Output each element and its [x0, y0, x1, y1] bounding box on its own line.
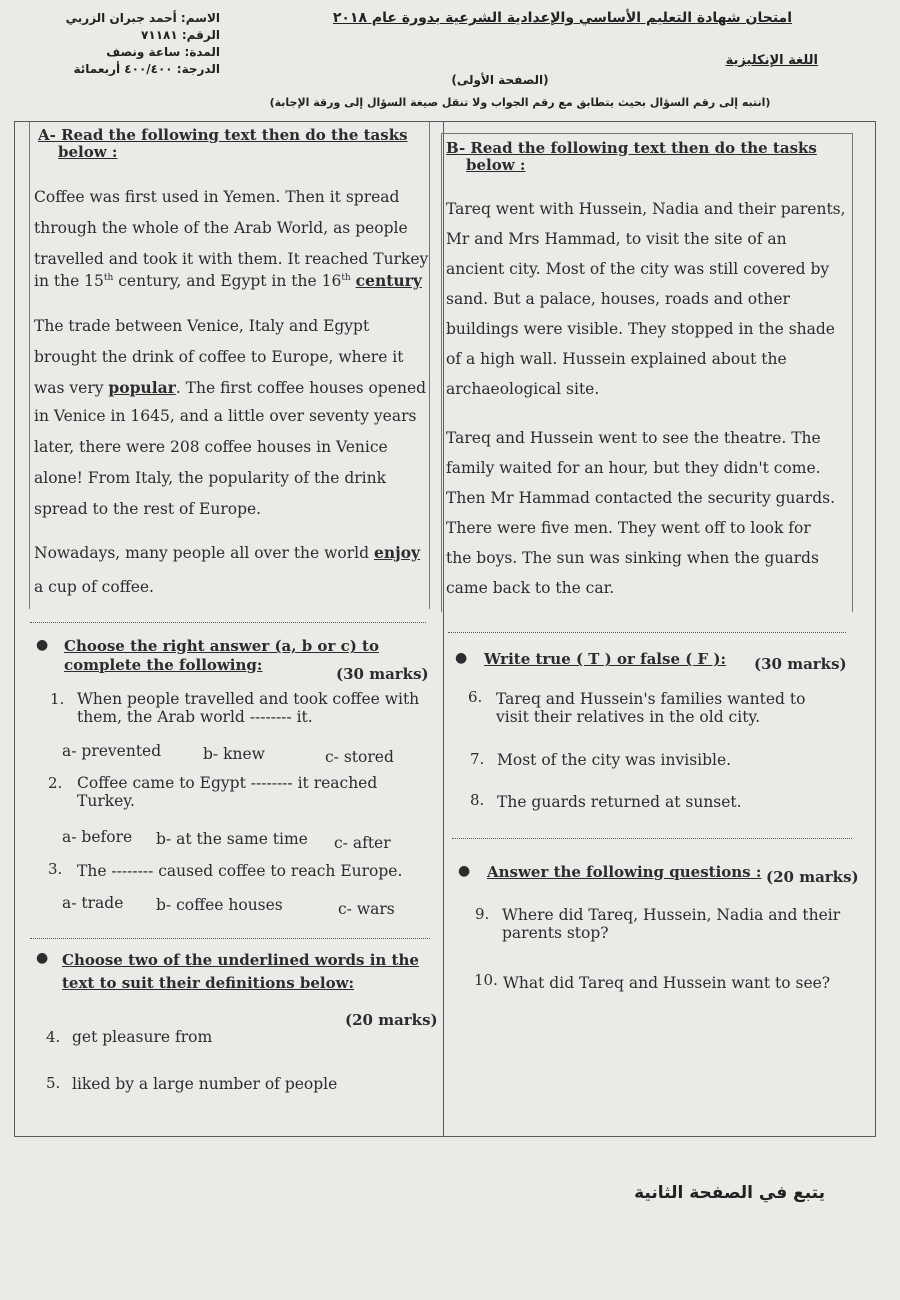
exam-duration: المدة: ساعة ونصف	[106, 45, 220, 59]
q1-option-b: b- knew	[203, 745, 265, 763]
question-4-number: 4.	[46, 1028, 61, 1046]
task-b2-bullet: ●	[458, 863, 471, 879]
section-a-line-7: was very popular. The first coffee houses opened	[34, 378, 427, 397]
question-2: Coffee came to Egypt -------- it reached Turkey.	[77, 774, 378, 810]
question-7: Most of the city was invisible.	[497, 751, 732, 769]
question-6: Tareq and Hussein's families wanted to visit their relatives in the old city.	[496, 690, 806, 726]
instruction-text: (انتبه إلى رقم السؤال بحيث يتطابق مع رقم الجواب ولا تنقل صيغة السؤال إلى ورقة الإجابة)	[269, 96, 771, 109]
question-3: The -------- caused coffee to reach Europe.	[77, 862, 403, 880]
q2-option-a: a- before	[62, 828, 133, 846]
task-b1-heading: Write true ( T ) or false ( F ):	[484, 650, 727, 668]
section-a-divider-2	[30, 938, 430, 939]
section-a-line-5: The trade between Venice, Italy and Egypt	[34, 317, 370, 335]
question-3-number: 3.	[48, 860, 63, 878]
exam-title: امتحان شهادة التعليم الأساسي والإعدادية الشرعية بدورة عام ٢٠١٨	[332, 10, 792, 26]
task-b2-marks: (20 marks)	[766, 868, 859, 886]
q1-option-c: c- stored	[325, 748, 394, 766]
continue-note: يتبع في الصفحة الثانية	[634, 1183, 825, 1203]
question-8: The guards returned at sunset.	[497, 793, 742, 811]
exam-grade: الدرجة: ٤٠٠/٤٠٠ أربعمائة	[73, 62, 220, 76]
section-a-line-12: Nowadays, many people all over the world enjoy	[34, 543, 421, 562]
page-label: (الصفحة الأولى)	[451, 73, 549, 87]
question-9: Where did Tareq, Hussein, Nadia and their parents stop?	[502, 906, 841, 942]
question-5: liked by a large number of people	[72, 1075, 338, 1093]
task-a2-heading: Choose two of the underlined words in the text to suit their definitions below:	[62, 951, 419, 992]
candidate-number: الرقم: ٧١١٨١	[141, 28, 220, 42]
question-8-number: 8.	[470, 791, 485, 809]
task-b1-bullet: ●	[455, 650, 468, 666]
section-b-heading: B- Read the following text then do the tasks below :	[446, 139, 817, 174]
section-b-paragraph-2: Tareq and Hussein went to see the theatre. The family waited for an hour, but they didn't come. Then Mr Hammad contacted the security guards. There were five men. They went off to look for the boys. The sun was sinking when the guards came back to the car.	[446, 429, 835, 597]
section-a-line-13: a cup of coffee.	[34, 578, 154, 596]
question-4: get pleasure from	[72, 1028, 213, 1046]
task-a2-bullet: ●	[36, 950, 49, 966]
underlined-word-popular: popular	[108, 378, 176, 397]
question-7-number: 7.	[470, 750, 485, 768]
task-a2-marks: (20 marks)	[345, 1011, 438, 1029]
task-a1-heading: Choose the right answer (a, b or c) to complete the following:	[64, 637, 379, 674]
section-a-heading: A- Read the following text then do the tasks below :	[38, 126, 408, 161]
section-a-paragraph-1: Coffee was first used in Yemen. Then it spread through the whole of the Arab World, as people travelled and took it with them. It reached Turkey	[34, 188, 429, 268]
question-1-number: 1.	[50, 690, 65, 708]
question-5-number: 5.	[46, 1074, 61, 1092]
candidate-name: الاسم: أحمد جبران الزربي	[65, 11, 220, 25]
task-a1-bullet: ●	[36, 637, 49, 653]
question-10-number: 10.	[474, 971, 498, 989]
subject-label: اللغة الإنكليزية	[725, 53, 818, 68]
task-b2-heading: Answer the following questions :	[487, 863, 762, 881]
underlined-word-century: century	[355, 271, 422, 290]
task-a1-marks: (30 marks)	[336, 665, 429, 683]
question-9-number: 9.	[475, 905, 490, 923]
q3-option-a: a- trade	[62, 894, 124, 912]
candidate-info	[20, 10, 220, 78]
q1-option-a: a- prevented	[62, 742, 162, 760]
q2-option-b: b- at the same time	[156, 830, 308, 848]
section-a-line-6: brought the drink of coffee to Europe, where it	[34, 348, 404, 366]
question-2-number: 2.	[48, 774, 63, 792]
underlined-word-enjoy: enjoy	[373, 543, 421, 562]
section-a-paragraph-2: in Venice in 1645, and a little over seventy years later, there were 208 coffee houses in Venice alone! From Italy, the popularity of the drink spread to the rest of Europe.	[34, 407, 417, 518]
section-b-divider-1	[448, 632, 846, 633]
section-b-paragraph-1: Tareq went with Hussein, Nadia and their parents, Mr and Mrs Hammad, to visit the site of an ancient city. Most of the city was still covered by sand. But a palace, houses, roads and other buildings were visible. They stopped in the shade of a high wall. Hussein explained about the archaeological site.	[446, 200, 846, 398]
section-b-divider-2	[452, 838, 852, 839]
section-a-line-4: in the 15th century, and Egypt in the 16th century	[34, 271, 422, 290]
q3-option-b: b- coffee houses	[156, 896, 283, 914]
question-1: When people travelled and took coffee with them, the Arab world -------- it.	[77, 690, 420, 726]
question-10: What did Tareq and Hussein want to see?	[503, 974, 831, 992]
q2-option-c: c- after	[334, 834, 391, 852]
section-a-divider-1	[30, 622, 426, 623]
task-b1-marks: (30 marks)	[754, 655, 847, 673]
question-6-number: 6.	[468, 688, 483, 706]
q3-option-c: c- wars	[338, 900, 395, 918]
